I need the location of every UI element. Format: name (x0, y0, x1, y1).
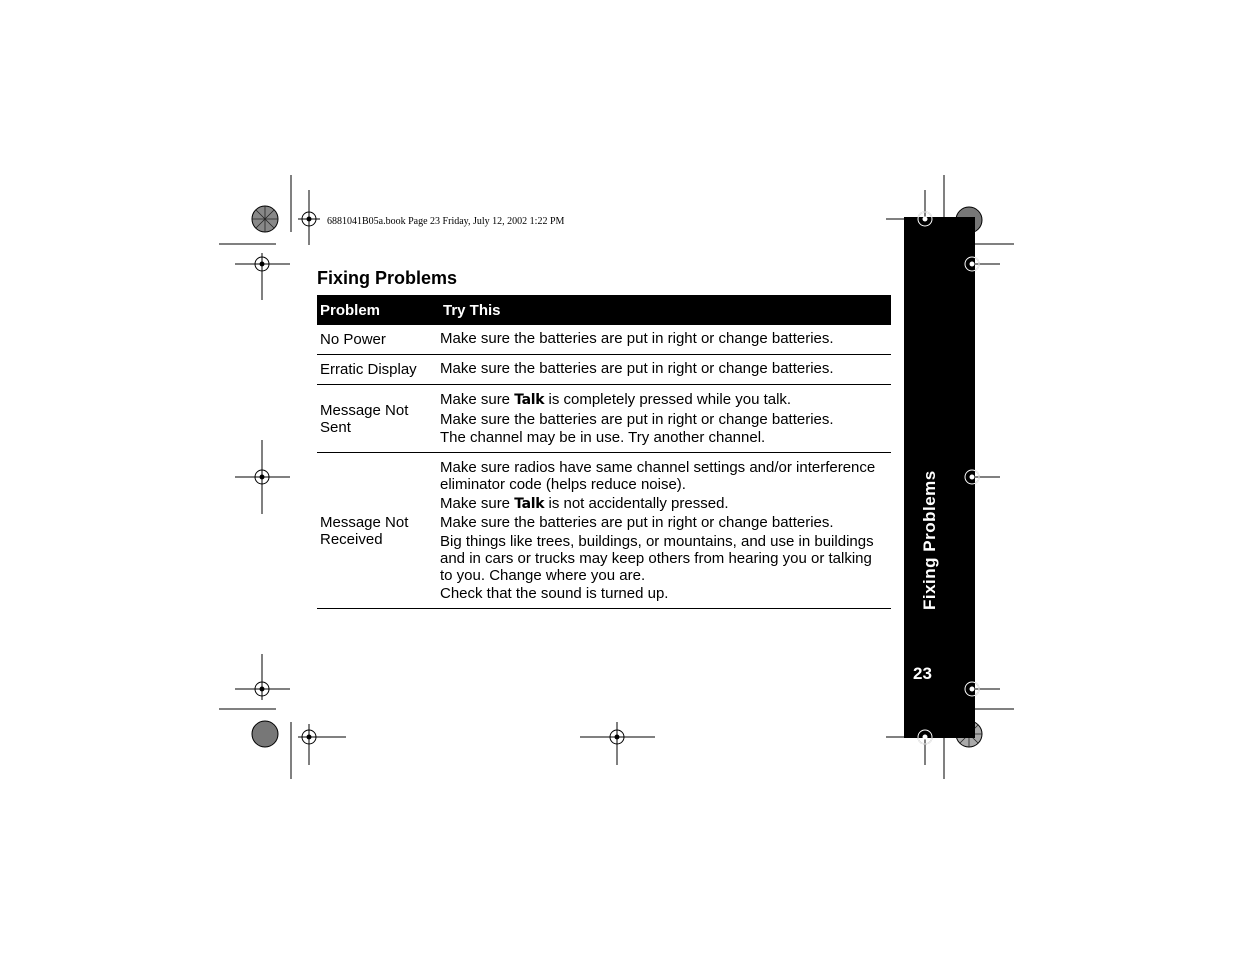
solution-text-start: Make sure (440, 494, 515, 512)
solution-text: Make sure the batteries are put in right or change batteries. (440, 330, 834, 347)
header-try-this: Try This (443, 301, 501, 319)
solution-text: Make sure radios have same channel settings and/or interference eliminator code (helps reduce noise). (440, 459, 876, 493)
side-tab-label: Fixing Problems (920, 470, 939, 610)
solution-text: Check that the sound is turned up. (440, 585, 669, 602)
table-row (317, 325, 891, 355)
talk-key-label: Talk (514, 495, 545, 512)
problem-cell (317, 453, 440, 608)
table-row (317, 355, 891, 385)
header-problem: Problem (320, 301, 381, 319)
problem-text: Message Not Received (320, 513, 409, 548)
solution-text: Big things like trees, buildings, or mountains, and use in buildings and in cars or trucks may keep others from hearing you or talking to you. Change where you are. (440, 532, 874, 584)
problem-cell: Erratic Display (320, 361, 417, 378)
page-title: Fixing Problems (317, 268, 458, 288)
page-number: 23 (913, 664, 932, 683)
problem-text: Message Not Sent (320, 401, 409, 436)
solution-text: Make sure the batteries are put in right or change batteries. (440, 410, 834, 428)
solution-text-end: is completely pressed while you talk. (544, 391, 792, 408)
solution-text: Make sure the batteries are put in right or change batteries. (440, 360, 834, 377)
table-header (317, 295, 891, 325)
talk-key-label: Talk (514, 392, 545, 408)
solution-cell (440, 355, 891, 384)
solution-cell (440, 453, 891, 608)
solution-text-end: is not accidentally pressed. (544, 494, 729, 512)
solution-cell (440, 325, 891, 354)
solution-text-start: Make sure (440, 391, 515, 408)
table-row (317, 385, 891, 453)
table-row (317, 453, 891, 609)
solution-text: The channel may be in use. Try another channel. (440, 429, 766, 446)
problem-cell (317, 385, 440, 452)
solution-text (440, 391, 887, 409)
solution-text: Make sure the batteries are put in right or change batteries. (440, 514, 834, 531)
solution-text (440, 495, 887, 513)
solution-cell (440, 385, 891, 452)
print-header: 6881041B05a.book Page 23 Friday, July 12, 2002 1:22 PM (327, 216, 565, 227)
problem-cell: No Power (320, 331, 386, 348)
troubleshooting-table (317, 295, 891, 609)
